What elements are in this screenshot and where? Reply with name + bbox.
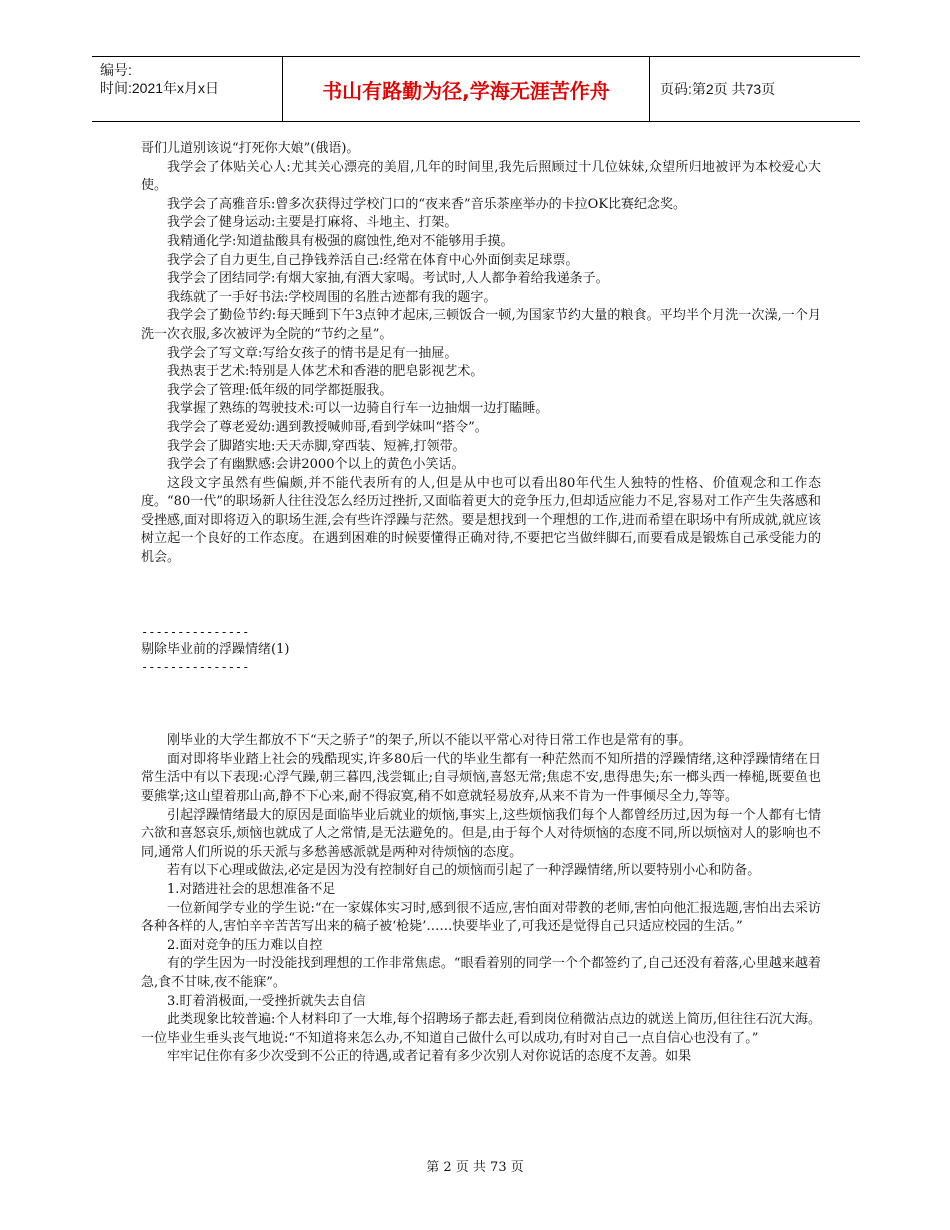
paragraph: 我学会了体贴关心人:尤其关心漂亮的美眉,几年的时间里,我先后照顾过十几位妹妹,众望所归地被评为本校爱心大使。 [141,159,821,194]
subheading: 3.盯着消极面,一受挫折就失去自信 [167,993,366,1009]
paragraph: 我学会了高雅音乐:曾多次获得过学校门口的“夜来香”音乐茶座举办的卡拉OK比赛纪念奖。 [167,196,687,212]
page-footer: 第 2 页 共 73 页 [426,1160,524,1175]
header-motto: 书山有路勤为径,学海无涯苦作舟 [282,57,650,121]
header-page-number: 页码:第2页 共73页 [660,81,776,97]
document-body [141,140,821,1067]
separator-line: --------------- [141,660,250,675]
paragraph: 我学会了管理:低年级的同学都挺服我。 [167,382,393,398]
paragraph: 面对即将毕业踏上社会的残酷现实,许多80后一代的毕业生都有一种茫然而不知所措的浮躁情绪,这种浮躁情绪在日常生活中有以下表现:心浮气躁,朝三暮四,浅尝辄止;自寻烦恼,喜怒无常;焦虑不安,患得患失;东一榔头西一棒槌,既要鱼也要熊掌;这山望着那山高,静不下心来,耐不得寂寞,稍不如意就轻易放弃,从来不肯为一件事倾尽全力,等等。 [141,751,821,805]
subheading: 2.面对竞争的压力难以自控 [167,937,323,953]
paragraph: 若有以下心理或做法,必定是因为没有控制好自己的烦恼而引起了一种浮躁情绪,所以要特别小心和防备。 [167,863,761,879]
paragraph: 我学会了尊老爱幼:遇到教授喊帅哥,看到学妹叫“搭令”。 [167,419,488,435]
header-meta [92,57,282,121]
paragraph: 引起浮躁情绪最大的原因是面临毕业后就业的烦恼,事实上,这些烦恼我们每个人都曾经历过,因为每一个人都有七情六欲和喜怒哀乐,烦恼也就成了人之常情,是无法避免的。但是,由于每个人对待烦恼的态度不同,所以烦恼对人的影响也不同,通常人们所说的乐天派与多愁善感派就是两种对待烦恼的态度。 [141,807,821,860]
paragraph: 我学会了勤俭节约:每天睡到下午3点钟才起床,三顿饭合一顿,为国家节约大量的粮食。平均半个月洗一次澡,一个月洗一次衣服,多次被评为全院的“节约之星”。 [141,308,821,342]
paragraph: 我学会了写文章:写给女孩子的情书是足有一抽屉。 [167,345,458,361]
doc-code-label: 编号: [100,62,132,78]
separator-line: --------------- [141,624,250,639]
paragraph: 我精通化学:知道盐酸具有极强的腐蚀性,绝对不能够用手摸。 [167,233,514,249]
paragraph: 有的学生因为一时没能找到理想的工作非常焦虑。“眼看着别的同学一个个都签约了,自己还没有着落,心里越来越着急,食不甘味,夜不能寐”。 [141,956,821,990]
subheading: 1.对踏进社会的思想准备不足 [167,882,336,897]
paragraph: 我学会了自力更生,自己挣钱养活自己:经常在体育中心外面倒卖足球票。 [167,252,579,268]
paragraph: 刚毕业的大学生都放不下“天之骄子”的架子,所以不能以平常心对待日常工作也是常有的事。 [167,733,692,749]
paragraph: 我热衷于艺术:特别是人体艺术和香港的肥皂影视艺术。 [167,364,484,380]
paragraph: 我掌握了熟练的驾驶技术:可以一边骑自行车一边抽烟一边打瞌睡。 [167,401,549,417]
paragraph: 一位新闻学专业的学生说:“在一家媒体实习时,感到很不适应,害怕面对带教的老师,害怕向他汇报选题,害怕出去采访各种各样的人,害怕辛辛苦苦写出来的稿子被‘枪毙’……快要毕业了,可我还是觉得自己只适应校园的生活。” [141,900,821,935]
paragraph: 我学会了健身运动:主要是打麻将、斗地主、打架。 [167,215,458,231]
paragraph: 牢牢记住你有多少次受到不公正的待遇,或者记着有多少次别人对你说话的态度不友善。如果 [167,1049,692,1065]
paragraph: 这段文字虽然有些偏颇,并不能代表所有的人,但是从中也可以看出80年代生人独特的性格、价值观念和工作态度。“80一代”的职场新人往往没怎么经历过挫折,又面临着更大的竞争压力,但却适应能力不足,容易对工作产生失落感和受挫感,面对即将迈入的职场生涯,会有些许浮躁与茫然。要是想找到一个理想的工作,进而希望在职场中有所成就,就应该树立起一个良好的工作态度。在遇到困难的时候要懂得正确对待,不要把它当做绊脚石,而要看成是锻炼自己承受能力的机会。 [141,475,821,566]
paragraph: 我学会了脚踏实地:天天赤脚,穿西装、短裤,打领带。 [167,438,466,454]
doc-time-label: 时间:2021年x月x日 [100,80,220,96]
page-header [92,56,860,122]
paragraph: 我学会了团结同学:有烟大家抽,有酒大家喝。考试时,人人都争着给我递条子。 [167,271,609,287]
section-title: 剔除毕业前的浮躁情绪(1) [141,641,290,657]
paragraph: 哥们儿道别该说“打死你大娘”(俄语)。 [141,141,360,156]
paragraph: 我练就了一手好书法:学校周围的名胜古迹都有我的题字。 [167,289,497,305]
paragraph: 我学会了有幽默感:会讲2000个以上的黄色小笑话。 [167,457,465,473]
paragraph: 此类现象比较普遍:个人材料印了一大堆,每个招聘场子都去赶,看到岗位稍微沾点边的就送上简历,但往往石沉大海。一位毕业生垂头丧气地说:“不知道将来怎么办,不知道自己做什么可以成功,有时对自己一点自信心也没有了。” [141,1012,821,1046]
